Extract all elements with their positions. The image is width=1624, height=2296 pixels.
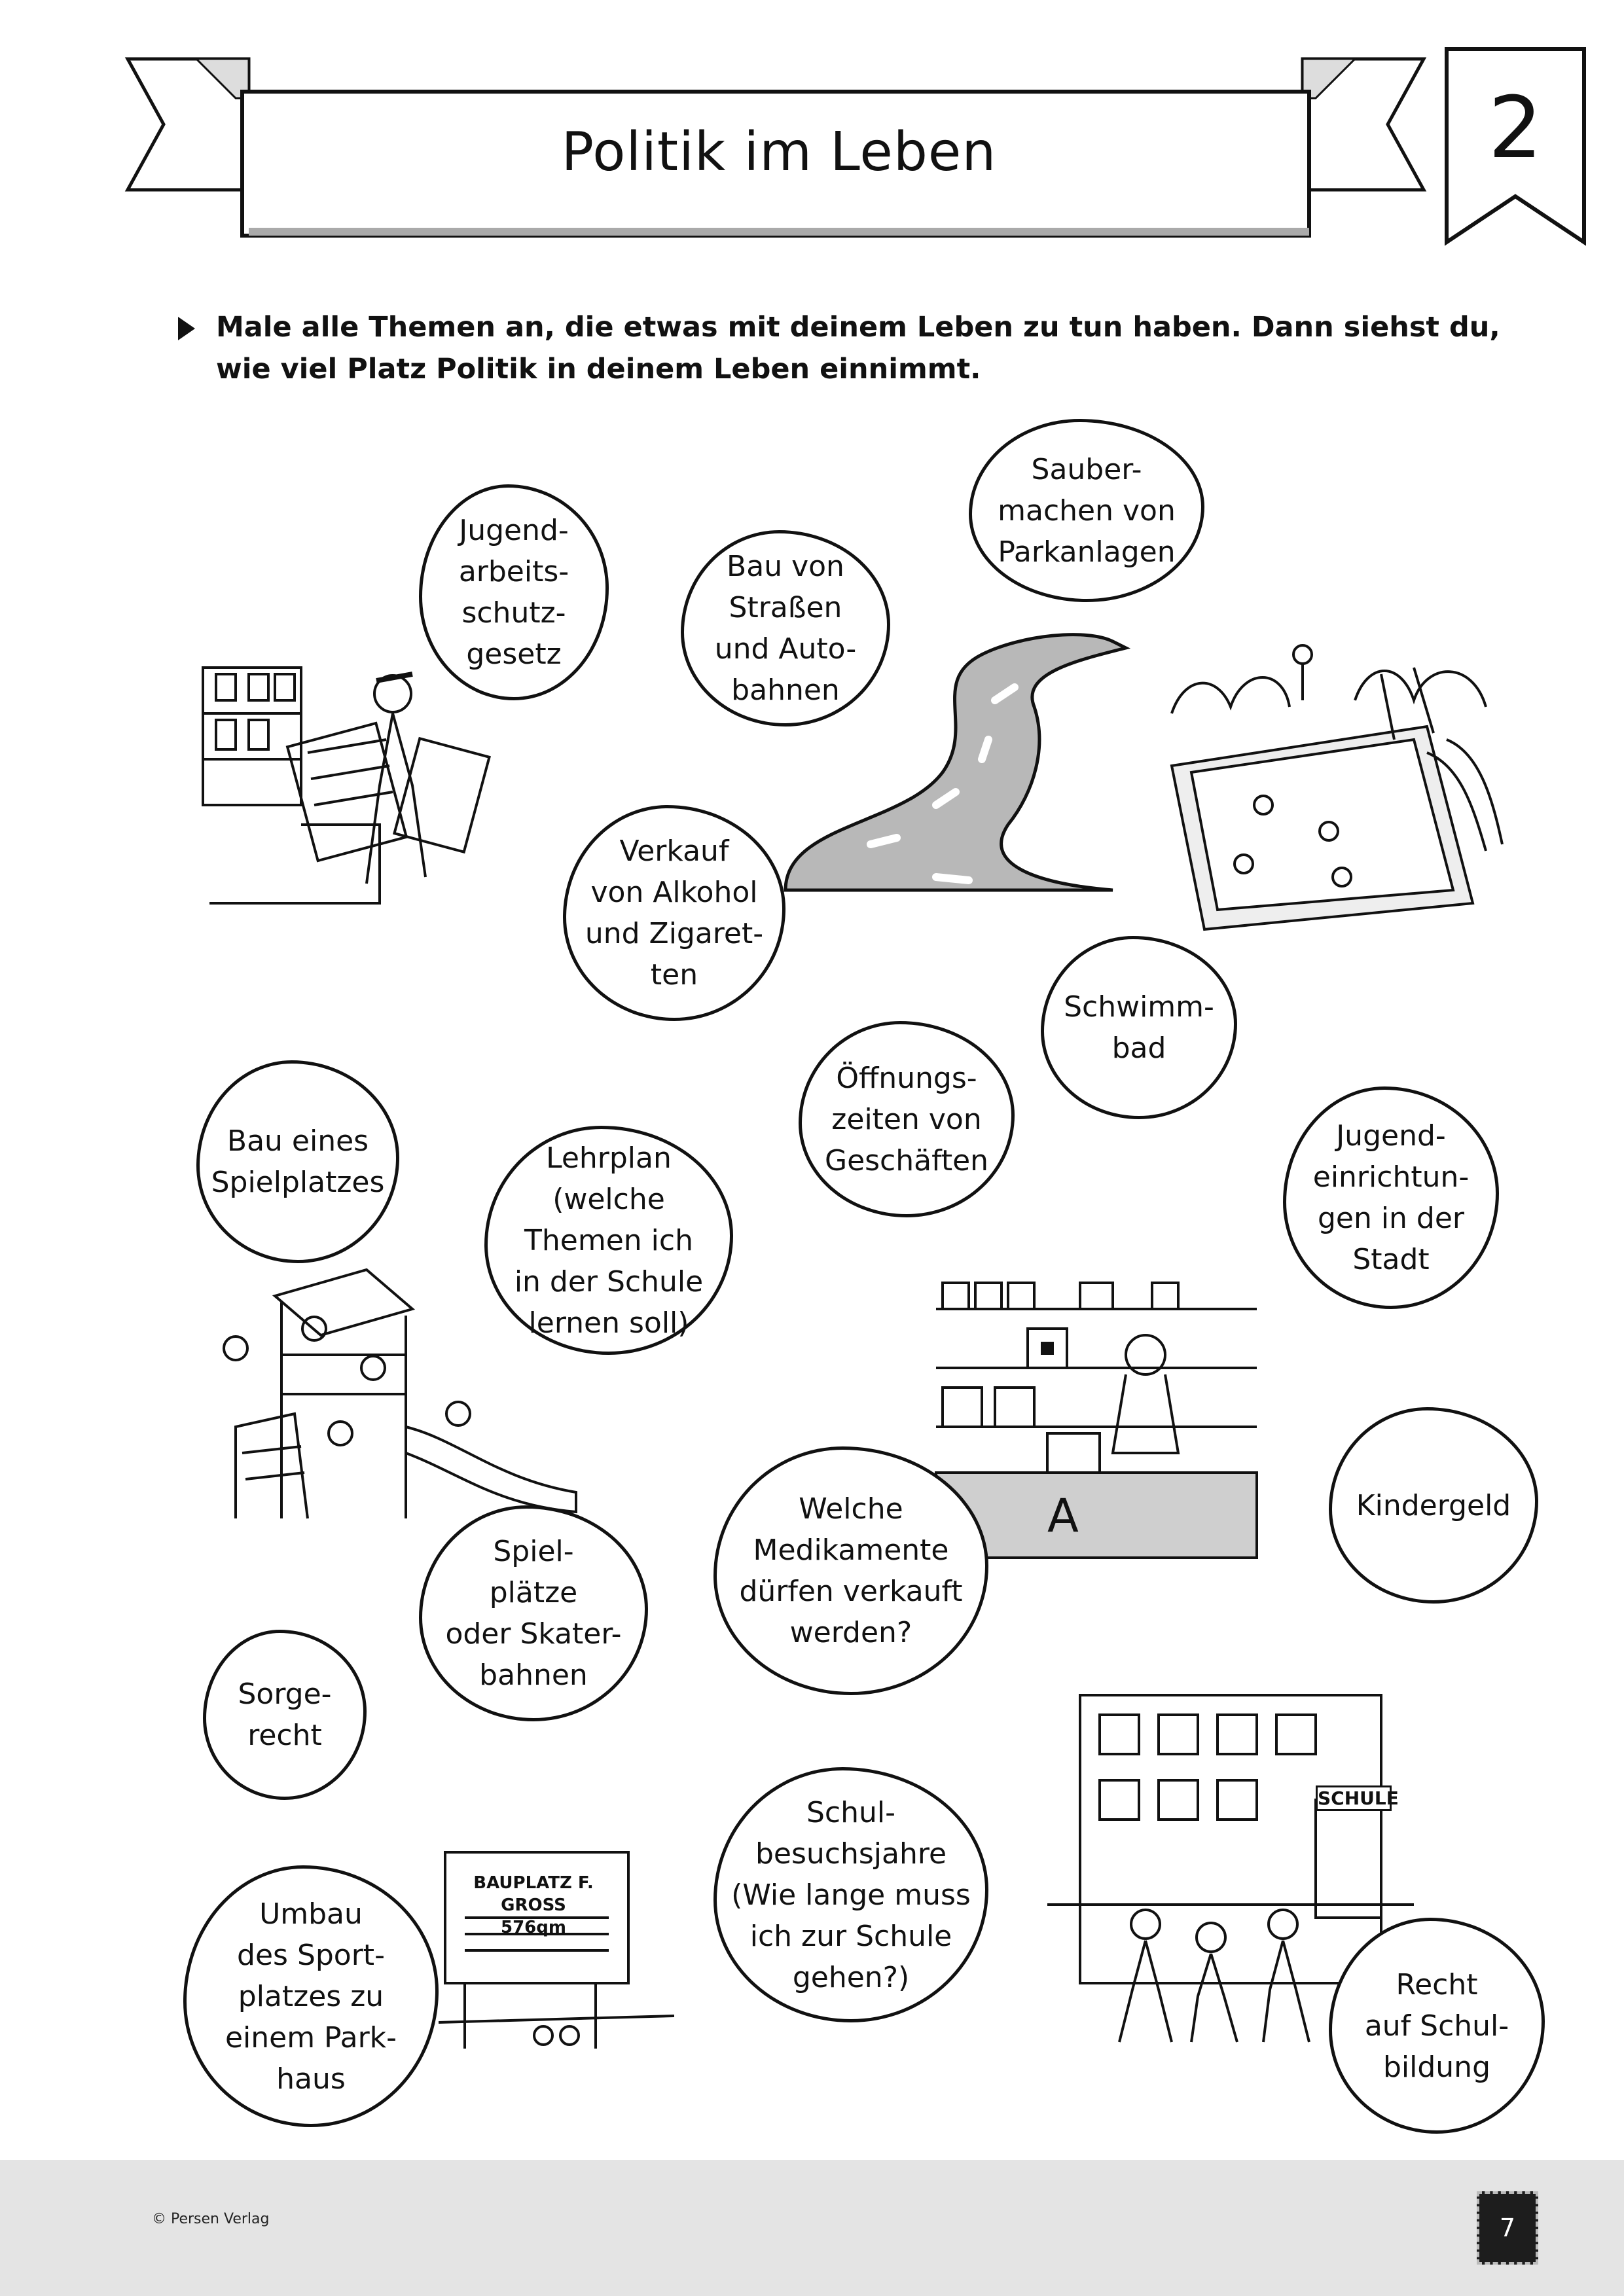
instruction-text: Male alle Themen an, die etwas mit deinem Leben zu tun haben. Dann siehst du, wie viel Platz Politik in deinem Leben einnimmt. <box>216 311 1500 386</box>
boy-carrying-boxes-illustration <box>196 655 524 916</box>
bubble-text: Sorge- recht <box>238 1677 332 1752</box>
bubble-strassenbau[interactable] <box>681 530 890 726</box>
bubble-text: Öffnungs- zeiten von Geschäften <box>824 1061 989 1177</box>
bubble-text: Bau von Straßen und Auto- bahnen <box>714 550 857 707</box>
bubble-text: Verkauf von Alkohol und Zigaret- ten <box>585 834 764 992</box>
bubble-sorgerecht[interactable] <box>203 1630 367 1800</box>
bubble-text: Sauber- machen von Parkanlagen <box>998 452 1176 569</box>
bubble-text: Recht auf Schul- bildung <box>1364 1967 1509 2084</box>
bubble-text: Jugend- arbeits- schutz- gesetz <box>458 514 569 671</box>
bubble-medikamente[interactable] <box>713 1446 988 1695</box>
svg-text:A: A <box>1047 1489 1079 1543</box>
bubble-schwimmbad[interactable] <box>1041 936 1237 1119</box>
bubble-text: Schwimm- bad <box>1064 990 1214 1065</box>
bubble-text: Spiel- plätze oder Skater- bahnen <box>445 1535 622 1692</box>
bubble-text: Schul- besuchsjahre (Wie lange muss ich zur Schule gehen?) <box>731 1795 971 1994</box>
instruction-arrow-icon <box>178 317 195 340</box>
bubble-text: Jugend- einrichtun- gen in der Stadt <box>1312 1119 1470 1276</box>
construction-sign-line2: 576qm <box>501 1918 566 1937</box>
bubble-lehrplan[interactable] <box>484 1126 733 1355</box>
worksheet-number: 2 <box>1488 78 1543 177</box>
bubble-recht-auf-schulbildung[interactable] <box>1329 1918 1545 2134</box>
bubble-alkohol-zigaretten[interactable] <box>563 805 785 1021</box>
school-sign: SCHULE <box>1316 1785 1392 1811</box>
bubble-schulbesuchsjahre[interactable] <box>713 1767 988 2022</box>
pharmacy-illustration <box>929 1276 1270 1564</box>
bubble-spielplaetze-skaterbahnen[interactable] <box>419 1505 648 1721</box>
bubble-text: Welche Medikamente dürfen verkauft werden? <box>739 1492 963 1649</box>
bubble-jugendarbeitsschutzgesetz[interactable] <box>419 484 609 700</box>
bubble-parkanlagen[interactable] <box>969 419 1204 602</box>
bubble-kindergeld[interactable] <box>1329 1407 1538 1604</box>
swimming-pool-illustration <box>1146 635 1512 942</box>
bubble-umbau-sportplatz[interactable] <box>183 1865 439 2127</box>
footer <box>0 2160 1624 2296</box>
construction-sign-text <box>452 1872 615 1939</box>
copyright: © Persen Verlag <box>152 2211 270 2227</box>
page-number: 7 <box>1477 2191 1538 2265</box>
bubble-text: Kindergeld <box>1356 1488 1511 1522</box>
bubble-text: Bau eines Spielplatzes <box>211 1124 385 1199</box>
bubble-text: Lehrplan (welche Themen ich in der Schule lernen soll) <box>514 1141 704 1340</box>
bubble-spielplatz[interactable] <box>196 1060 399 1263</box>
bubble-text: Umbau des Sport- platzes zu einem Park- haus <box>225 1897 397 2096</box>
bubble-oeffnungszeiten[interactable] <box>799 1021 1015 1217</box>
page-title: Politik im Leben <box>561 121 997 183</box>
bubble-jugendeinrichtungen[interactable] <box>1283 1086 1499 1309</box>
construction-sign-illustration <box>439 1826 674 2062</box>
construction-sign-line1: BAUPLATZ F. GROSS <box>473 1873 594 1915</box>
